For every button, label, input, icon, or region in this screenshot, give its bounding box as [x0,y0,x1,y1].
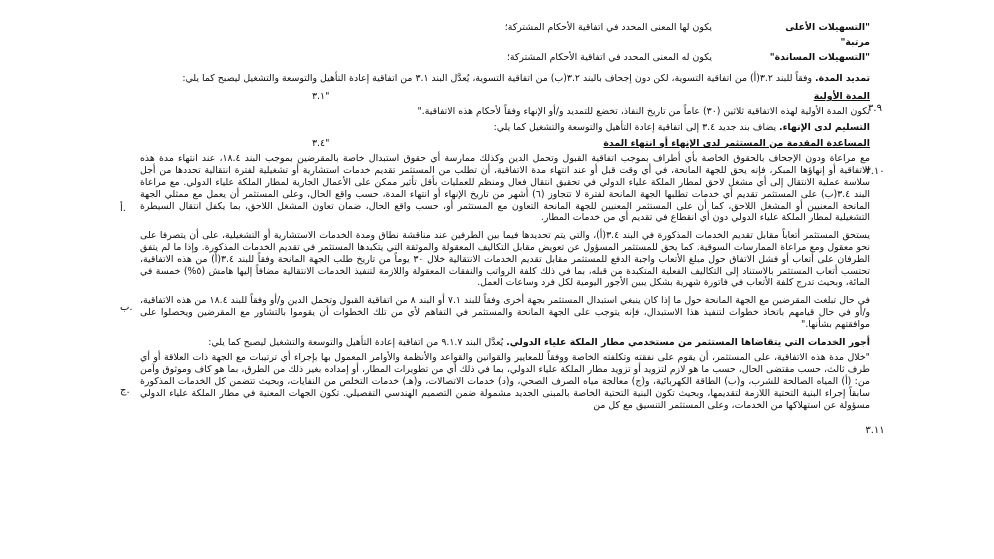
clause-3-1 [140,91,870,118]
definition-meaning: يكون له المعنى المحدد في اتفاقية الأحكام المشتركة؛ [506,51,712,63]
section-text: يضاف بند جديد ٣.٤ إلى اتفاقية إعادة التأهيل والتوسعة والتشغيل كما يلي: [493,121,780,133]
section-heading: أجور الخدمات التي يتقاضاها المستثمر من مستخدمي مطار الملكة علياء الدولي. [506,336,870,348]
item-marker: أ. [120,203,126,214]
item-text: يستحق المستثمر أتعاباً مقابل تقديم الخدمات المذكورة في البند ٣.٤(أ)، والتي يتم تحديدها فيما بين الطرفين عند مناقشة نطاق ومدة الخدمات الاستشارية أو التشغيلية، على أن يتصرفا على نحو معقول ومع مراعاة الممارسات السوقية. كما يحق للمستثمر المسؤول عن تعويض مقابل التكاليف المعقولة والموثقة التي يتكبدها المستثمر في تقديم الخدمات المذكورة. وإذا ما لم يتفق الطرفان على أتعاب أو فشل الاتفاق حول مبلغ الأتعاب واجبة الدفع للمستثمر مقابل تقديم الخدمات الانتقالية خلال ٣٠ يوماً من تاريخ طلب الجهة المانحة وفقاً للبند ٣.٤(أ) من هذه الاتفاقية، تحتسب أتعاب المستثمر بالاستناد إلى التكاليف الفعلية المتكبدة من قبله، بما في ذلك كلفة الرواتب والنفقات المعقولة واللازمة لتنفيذ الخدمات الانتقالية مضافاً إليها هامش (٥%) خمسة في المائة، وبحيث تدرج كلفة الأتعاب في فاتورة شهرية بشكل يبين الأجور اليومية لكل فرد وساعات العمل. [140,230,870,289]
section-heading: تمديد المدة. [815,73,870,85]
definition-meaning [140,37,720,49]
section-number-3-10: ٣.١٠ [865,166,885,177]
clause-text: "خلال مدة هذه الاتفاقية، على المستثمر، أن يقوم على نفقته وتكلفته الخاصة ووفقاً للمعايير والقوانين والقواعد والأنظمة والأوامر المعمول بها بإجراء أي ترتيبات مع الجهة ذات العلاقة أو أي طرف ثالث، حسب مقتضى الحال، حسب ما هو لازم لتزويد أو تزويد مطار الملكة علياء الدولي، بما في ذلك أي من تطويرات المطار، أو إمداده بغير ذلك من الطرق، بما هو كاف وموثوق وآمن من: (أ) المياه الصالحة للشرب، و(ب) الطاقة الكهربائية، و(ج) معالجة مياه الصرف الصحي، و(د) خدمات الاتصالات، و(هـ) خدمات التخلص من النفايات، وبحيث تتضمن كل الخدمات المذكورة سابقاً إجراء البنية التحتية اللازمة لتقديمها، وبحيث تكون البنية التحتية الخاصة بالمبنى الجديد مشمولة ضمن التصميم الهندسي التفصيلي. تكون الجهات المعنية في مطار الملكة علياء الدولي مسؤولة عن استهلاكها من الخدمات، وعلى المستثمر التنسيق مع كل من [140,352,870,411]
section-3-9 [140,73,870,85]
section-heading: التسليم لدى الإنهاء. [779,121,870,133]
clause-text: تكون المدة الأولية لهذه الاتفاقية ثلاثين (٣٠) عاماً من تاريخ النفاذ، تخضع للتمديد و/أو الإنهاء وفقاً لأحكام هذه الاتفاقية." [417,105,870,117]
section-3-11 [140,337,870,349]
section-number-3-9: ٣.٩ [868,103,882,114]
item-text: مع مراعاة ودون الإجحاف بالحقوق الخاصة بأي أطراف بموجب اتفاقية القبول وتحمل الدين وكذلك ممارسة أي حقوق استبدال خاصة بالمقرضين بموجب البند ١٨.٤، عند انتهاء مدة هذه الاتفاقية أو إنهاؤها المبكر، فإنه يحق للجهة المانحة، في أي وقت قبل أو عند انتهاء مدة الاتفاقية، أن تطلب من المستثمر تقديم خدمات استشارية أو تشغيلية لفترة انتقالية تحددها من أجل سلاسة عملية الانتقال إلى أي مشغل لاحق لمطار الملكة علياء الدولي في تحقيق انتقال فعال ومنظم للعمليات بأقل تأثير ممكن على الأعمال الجارية لمطار الملكة علياء الدولي. مع مراعاة البند ٣.٤(ب) على المستثمر تقديم أي خدمات تطلبها الجهة المانحة لفترة لا تتجاوز (٦) أشهر من تاريخ الإنهاء أو انتهاء المدة، حسب واقع الحال، وعلى المستثمر أن يعمل مع ممثلي الجهة المانحة المعنيين أو المشغل اللاحق، كما أن على المستثمر المعنيين للجهة المانحة التعاون مع المستثمر أو، حسب واقع الحال، ضمان تعاون المشغل اللاحق، بما يكفل انتقال السيطرة التشغيلية لمطار الملكة علياء الدولي دون أي انقطاع في تقديم أي من خدمات المطار. [140,153,870,224]
clause-number: "٣.٤ [312,137,330,149]
section-number-3-11: ٣.١١ [865,425,885,436]
definition-row-senior-facilities [140,22,870,34]
definition-term: مرتبة" [840,36,870,48]
document-body [140,22,870,414]
definition-row-supporting-facilities [140,52,870,64]
definition-meaning: يكون لها المعنى المحدد في اتفاقية الأحكام المشتركة؛ [504,22,712,33]
clause-heading: المدة الأولية [813,91,870,103]
list-item [140,295,870,330]
clause-3-4 [140,138,870,150]
list-item [140,153,870,224]
list-item [140,230,870,289]
clause-9-1-7 [140,352,870,411]
section-3-10 [140,122,870,134]
definition-term: "التسهيلات المساندة" [769,51,870,63]
item-text: في حال تبلغت المقرضين مع الجهة المانحة حول ما إذا كان ينبغي استبدال المستثمر بجهة أخرى وفقاً للبند ٧.١ أو البند ٨ من اتفاقية القبول وتحمل الدين و/أو وفقاً للبند ١٨.٤ من هذه الاتفاقية، و/أو في حال قيامهم باتخاذ خطوات لتنفيذ هذا الاستبدال، فإنه يتوجب على الجهة المانحة والمستثمر في التفاهم لأي من تلك الخطوات أن يقوموا بالتشاور مع المقرضين ويحصلوا على موافقتهم بشأنها." [140,295,870,330]
definition-term: "التسهيلات الأعلى [785,22,870,33]
item-marker: ب. [120,302,133,313]
clause-number: "٣.١ [312,91,330,103]
section-text: يُعدَّل البند ٩.١.٧ من اتفاقية إعادة التأهيل والتوسعة والتشغيل ليصبح كما يلي: [208,336,507,348]
definition-row-senior-continued [140,37,870,49]
item-marker: ج. [120,385,130,396]
section-text: وفقاً للبند ٣.٢(أ) من اتفاقية التسوية، لكن دون إجحاف بالبند ٣.٢(ب) من اتفاقية التسوية، يُعدَّل البند ٣.١ من اتفاقية إعادة التأهيل والتوسعة والتشغيل ليصبح كما يلي: [182,73,816,85]
clause-heading: المساعدة المقدمة من المستثمر لدى الإنهاء أو انتهاء المدة [603,137,870,149]
